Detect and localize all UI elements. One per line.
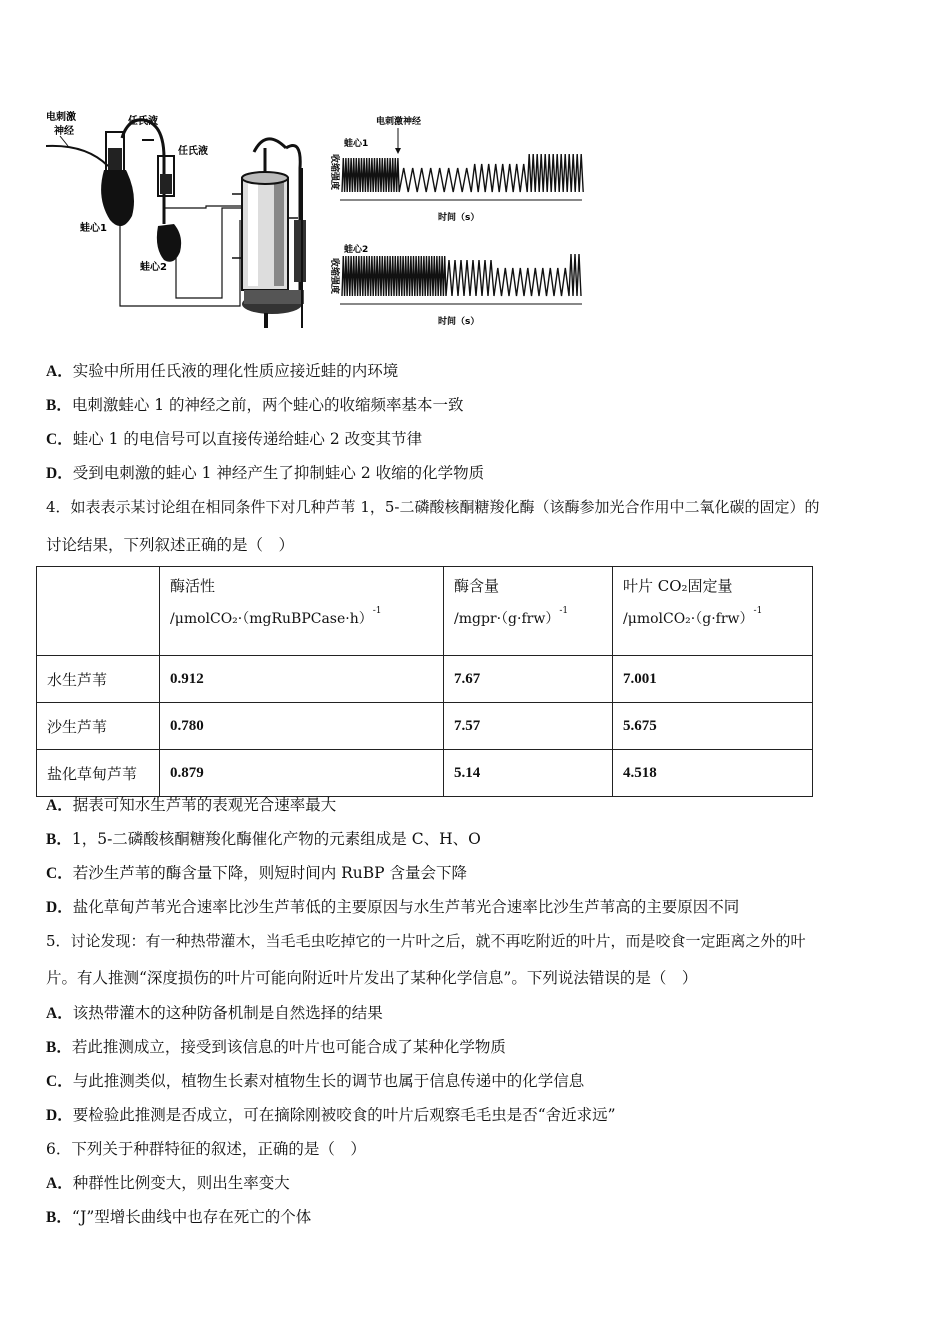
label-trace2-heart: 蛙心2 [344,245,369,255]
row-name: 盐化草甸芦苇 [37,750,160,797]
label-heart-1: 蛙心1 [80,223,107,234]
label-trace1-heart: 蛙心1 [344,139,369,149]
row-name: 沙生芦苇 [37,703,160,750]
label-ringer-2: 任氏液 [178,146,208,157]
q3-option-d: D．受到电刺激的蛙心 1 神经产生了抑制蛙心 2 收缩的化学物质 [46,464,485,482]
row-fixation: 5.675 [613,703,813,750]
trace-waveform [342,254,581,296]
row-content: 5.14 [444,750,613,797]
table-header-empty [37,567,160,656]
label-heart-2: 蛙心2 [140,262,167,273]
row-fixation: 4.518 [613,750,813,797]
q5-stem-line2: 片。有人推测“深度损伤的叶片可能向附近叶片发出了某种化学信息”。下列说法错误的是（ ） [46,969,698,987]
label-stim-nerve-top: 电刺激神经 [376,117,422,127]
table-header-fixation: 叶片 CO₂固定量 $/\mu molCO_2\cdot(g\cdot frw)^{-1}$ [613,567,813,656]
q5-option-a: A．该热带灌木的这种防备机制是自然选择的结果 [46,1004,383,1022]
label-ringer-1: 任氏液 [128,116,158,127]
q4-option-a: A．据表可知水生芦苇的表观光合速率最大 [46,796,337,814]
row-content: 7.57 [444,703,613,750]
table-header-row [37,567,813,656]
q5-option-b: B．若此推测成立，接受到该信息的叶片也可能合成了某种化学物质 [46,1038,506,1056]
row-activity: 0.912 [160,656,444,703]
q4-stem-line2: 讨论结果，下列叙述正确的是（ ） [46,536,295,554]
trace-heart-2 [342,254,581,296]
row-name: 水生芦苇 [37,656,160,703]
q4-option-c: C．若沙生芦苇的酶含量下降，则短时间内 RuBP 含量会下降 [46,864,468,882]
q6-option-a: A．种群性比例变大，则出生率变大 [46,1174,290,1192]
q3-option-c: C．蛙心 1 的电信号可以直接传递给蛙心 2 改变其节律 [46,430,423,448]
row-content: 7.67 [444,656,613,703]
row-activity: 0.780 [160,703,444,750]
frog-heart-experiment-figure [46,108,586,338]
row-fixation: 7.001 [613,656,813,703]
q4-data-table [36,566,813,797]
q3-option-a: A．实验中所用任氏液的理化性质应接近蛙的内环境 [46,362,399,380]
table-row [37,656,813,703]
row-activity: 0.879 [160,750,444,797]
q4-option-b: B．1，5-二磷酸核酮糖羧化酶催化产物的元素组成是 C、H、O [46,830,481,848]
q6-option-b: B．“J”型增长曲线中也存在死亡的个体 [46,1208,312,1226]
table-row [37,750,813,797]
trace-heart-1 [342,154,583,192]
label-trace1-ylabel: 收缩强度 [329,154,339,191]
q5-option-c: C．与此推测类似，植物生长素对植物生长的调节也属于信息传递中的化学信息 [46,1072,585,1090]
q6-stem: 6．下列关于种群特征的叙述，正确的是（ ） [46,1140,366,1158]
table-header-content: 酶含量 $/mgpr\cdot(g\cdot frw)^{-1}$ [444,567,613,656]
q4-option-d: D．盐化草甸芦苇光合速率比沙生芦苇低的主要原因与水生芦苇光合速率比沙生芦苇高的主要原因不同 [46,898,740,916]
q5-option-d: D．要检验此推测是否成立，可在摘除刚被咬食的叶片后观察毛毛虫是否“舍近求远” [46,1106,616,1124]
label-stim-nerve-left-2: 神经 [54,126,74,137]
q5-stem-line1: 5．讨论发现：有一种热带灌木，当毛毛虫吃掉它的一片叶之后，就不再吃附近的叶片，而是咬食一定距离之外的叶 [46,932,806,950]
label-trace2-xlabel: 时间（s） [438,317,480,327]
trace-waveform [342,154,583,192]
label-trace1-xlabel: 时间（s） [438,213,480,223]
table-row [37,703,813,750]
table-header-activity: 酶活性 /μmolCO₂·（mgRuBPCase·h）$^{-1}$ [160,567,444,656]
label-trace2-ylabel: 收缩强度 [329,258,339,295]
label-stim-nerve-left: 电刺激 [46,112,76,123]
q4-stem-line1: 4．如表表示某讨论组在相同条件下对几种芦苇 1，5-二磷酸核酮糖羧化酶（该酶参加光合作用中二氧化碳的固定）的 [46,498,820,516]
q3-option-b: B．电刺激蛙心 1 的神经之前，两个蛙心的收缩频率基本一致 [46,396,464,414]
